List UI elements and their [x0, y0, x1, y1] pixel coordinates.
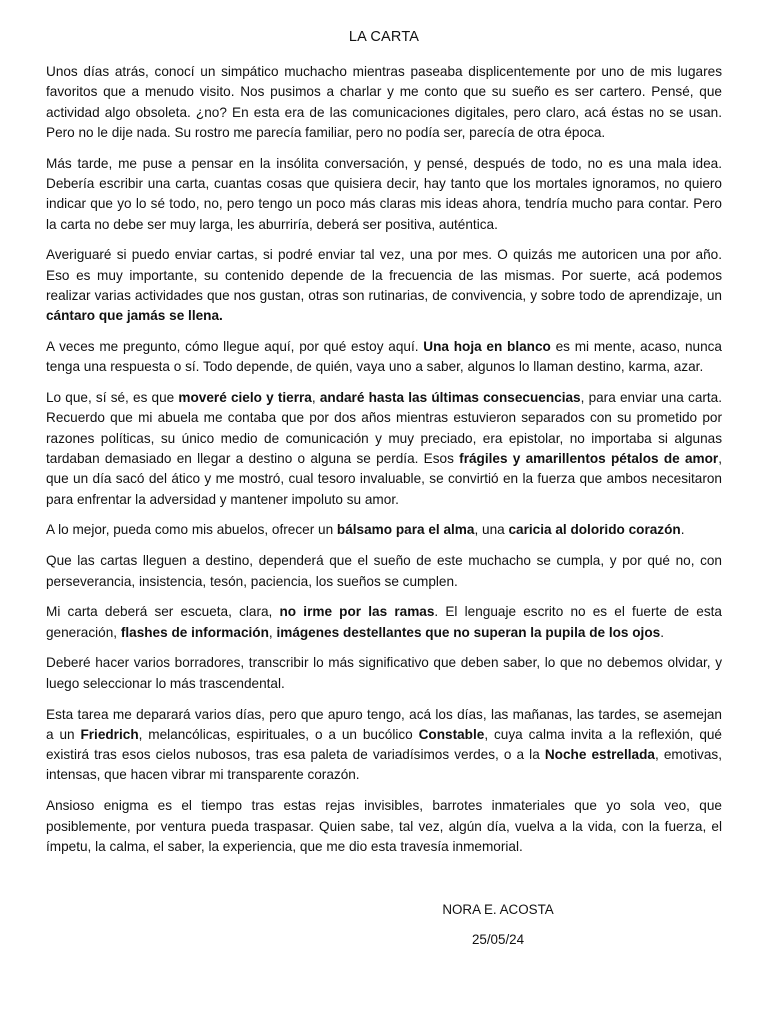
- bold-phrase: frágiles y amarillentos pétalos de amor: [459, 451, 719, 467]
- bold-phrase: Constable: [418, 726, 485, 742]
- text-run: es mi mente, acaso, nunca tenga una respuesta o sí. Todo depende, de quién, vaya uno a saber, algunos lo llaman destino, karma, azar.: [46, 339, 722, 375]
- paragraph: [46, 520, 722, 540]
- text-run: Más tarde, me puse a pensar en la insólita conversación, y pensé, después de todo, no es una mala idea. Debería escribir una carta, cuantas cosas que quisiera decir, hay tanto que los mortales ignoramos, no quiero indicar que yo lo sé todo, no, pero tengo un poco más claras mis ideas ahora, tendría mucho para contar. Pero la carta no debe ser muy larga, les aburriría, deberá ser positiva, auténtica.: [46, 155, 722, 232]
- bold-phrase: cántaro que jamás se llena.: [46, 308, 223, 324]
- text-run: A lo mejor, pueda como mis abuelos, ofrecer un: [46, 522, 337, 538]
- bold-phrase: andaré hasta las últimas consecuencias: [319, 390, 581, 406]
- text-run: ,: [311, 390, 320, 406]
- bold-phrase: bálsamo para el alma: [336, 522, 475, 538]
- text-run: , melancólicas, espirituales, o a un bucólico: [138, 726, 419, 742]
- author-signature: NORA E. ACOSTA: [442, 902, 554, 917]
- text-run: Esta tarea me deparará varios días, pero que apuro tengo, acá los días, las mañanas, las tardes, se asemejan a un: [46, 706, 722, 742]
- text-run: , para enviar una carta. Recuerdo que mi abuela me contaba que por dos años mientras estuvieron separados con su prometido por razones políticas, su único medio de comunicación y muy preciado, era epistolar, no importaba si algunas tardaban demasiado en llegar a destino o alguna se perdía. Esos: [46, 390, 723, 467]
- text-run: , una: [474, 522, 509, 538]
- text-run: ,: [268, 624, 277, 640]
- text-run: , que un día sacó del ático y me mostró, cual tesoro invaluable, se convirtió en la fuerza que ambos necesitaron para enfrentar la adversidad y mantener impoluto su amor.: [46, 451, 722, 507]
- text-run: . El lenguaje escrito no es el fuerte de esta generación,: [46, 604, 722, 640]
- letter-body: [46, 62, 722, 868]
- bold-phrase: caricia al dolorido corazón: [508, 522, 681, 538]
- bold-phrase: imágenes destellantes que no superan la pupila de los ojos: [276, 624, 661, 640]
- bold-phrase: Noche estrellada: [544, 747, 655, 763]
- text-run: A veces me pregunto, cómo llegue aquí, por qué estoy aquí.: [46, 339, 424, 355]
- paragraph: [46, 551, 722, 592]
- bold-phrase: Friedrich: [80, 726, 139, 742]
- paragraph: [46, 796, 722, 857]
- text-run: Mi carta deberá ser escueta, clara,: [46, 604, 280, 620]
- document-title: LA CARTA: [348, 29, 420, 45]
- paragraph: [46, 62, 722, 143]
- text-run: Ansioso enigma es el tiempo tras estas rejas invisibles, barrotes inmateriales que yo sola veo, que posiblemente, por ventura pueda traspasar. Quien sabe, tal vez, algún día, vuelva a la vida, con la fuerza, el ímpetu, la calma, el saber, la experiencia, que me dio esta travesía inmemorial.: [46, 798, 722, 854]
- text-run: Que las cartas lleguen a destino, dependerá que el sueño de este muchacho se cumpla, y por qué no, con perseverancia, insistencia, tesón, paciencia, los sueños se cumplen.: [46, 553, 722, 589]
- paragraph: [46, 337, 722, 378]
- text-run: Unos días atrás, conocí un simpático muchacho mientras paseaba displicentemente por uno de mis lugares favoritos que a menudo visito. Nos pusimos a charlar y me conto que su sueño es ser cartero. Pensé, que actividad algo obsoleta. ¿no? En esta era de las comunicaciones digitales, pero claro, acá éstas no se usan. Pero no le dije nada. Su rostro me parecía familiar, pero no podía ser, parecía de otra época.: [46, 64, 722, 140]
- paragraph: [46, 705, 722, 786]
- text-run: Deberé hacer varios borradores, transcribir lo más significativo que deben saber, lo que no debemos olvidar, y luego seleccionar lo más trascendental.: [46, 655, 722, 691]
- bold-phrase: moveré cielo y tierra: [178, 390, 312, 406]
- letter-date: 25/05/24: [471, 932, 525, 947]
- paragraph: [46, 388, 722, 510]
- text-run: , emotivas, intensas, que hacen vibrar mi transparente corazón.: [46, 747, 722, 783]
- paragraph: [46, 602, 722, 643]
- text-run: .: [660, 624, 664, 640]
- text-run: , cuya calma invita a la reflexión, qué existirá tras esos cielos nubosos, tras esa paleta de variadísimos verdes, o a la: [46, 726, 722, 763]
- text-run: Averiguaré si puedo enviar cartas, si podré enviar tal vez, una por mes. O quizás me autoricen una por año. Eso es muy importante, su contenido depende de la frecuencia de las mismas. Por suerte, acá podemos realizar varias actividades que nos gustan, otras son rutinarias, de convivencia, y sobre todo de aprendizaje, un: [46, 247, 722, 303]
- paragraph: [46, 245, 722, 326]
- text-run: Lo que, sí sé, es que: [46, 390, 179, 406]
- paragraph: [46, 653, 722, 694]
- bold-phrase: Una hoja en blanco: [423, 339, 551, 355]
- bold-phrase: no irme por las ramas: [279, 604, 435, 620]
- text-run: .: [680, 522, 685, 538]
- bold-phrase: flashes de información: [120, 624, 269, 640]
- paragraph: [46, 154, 722, 235]
